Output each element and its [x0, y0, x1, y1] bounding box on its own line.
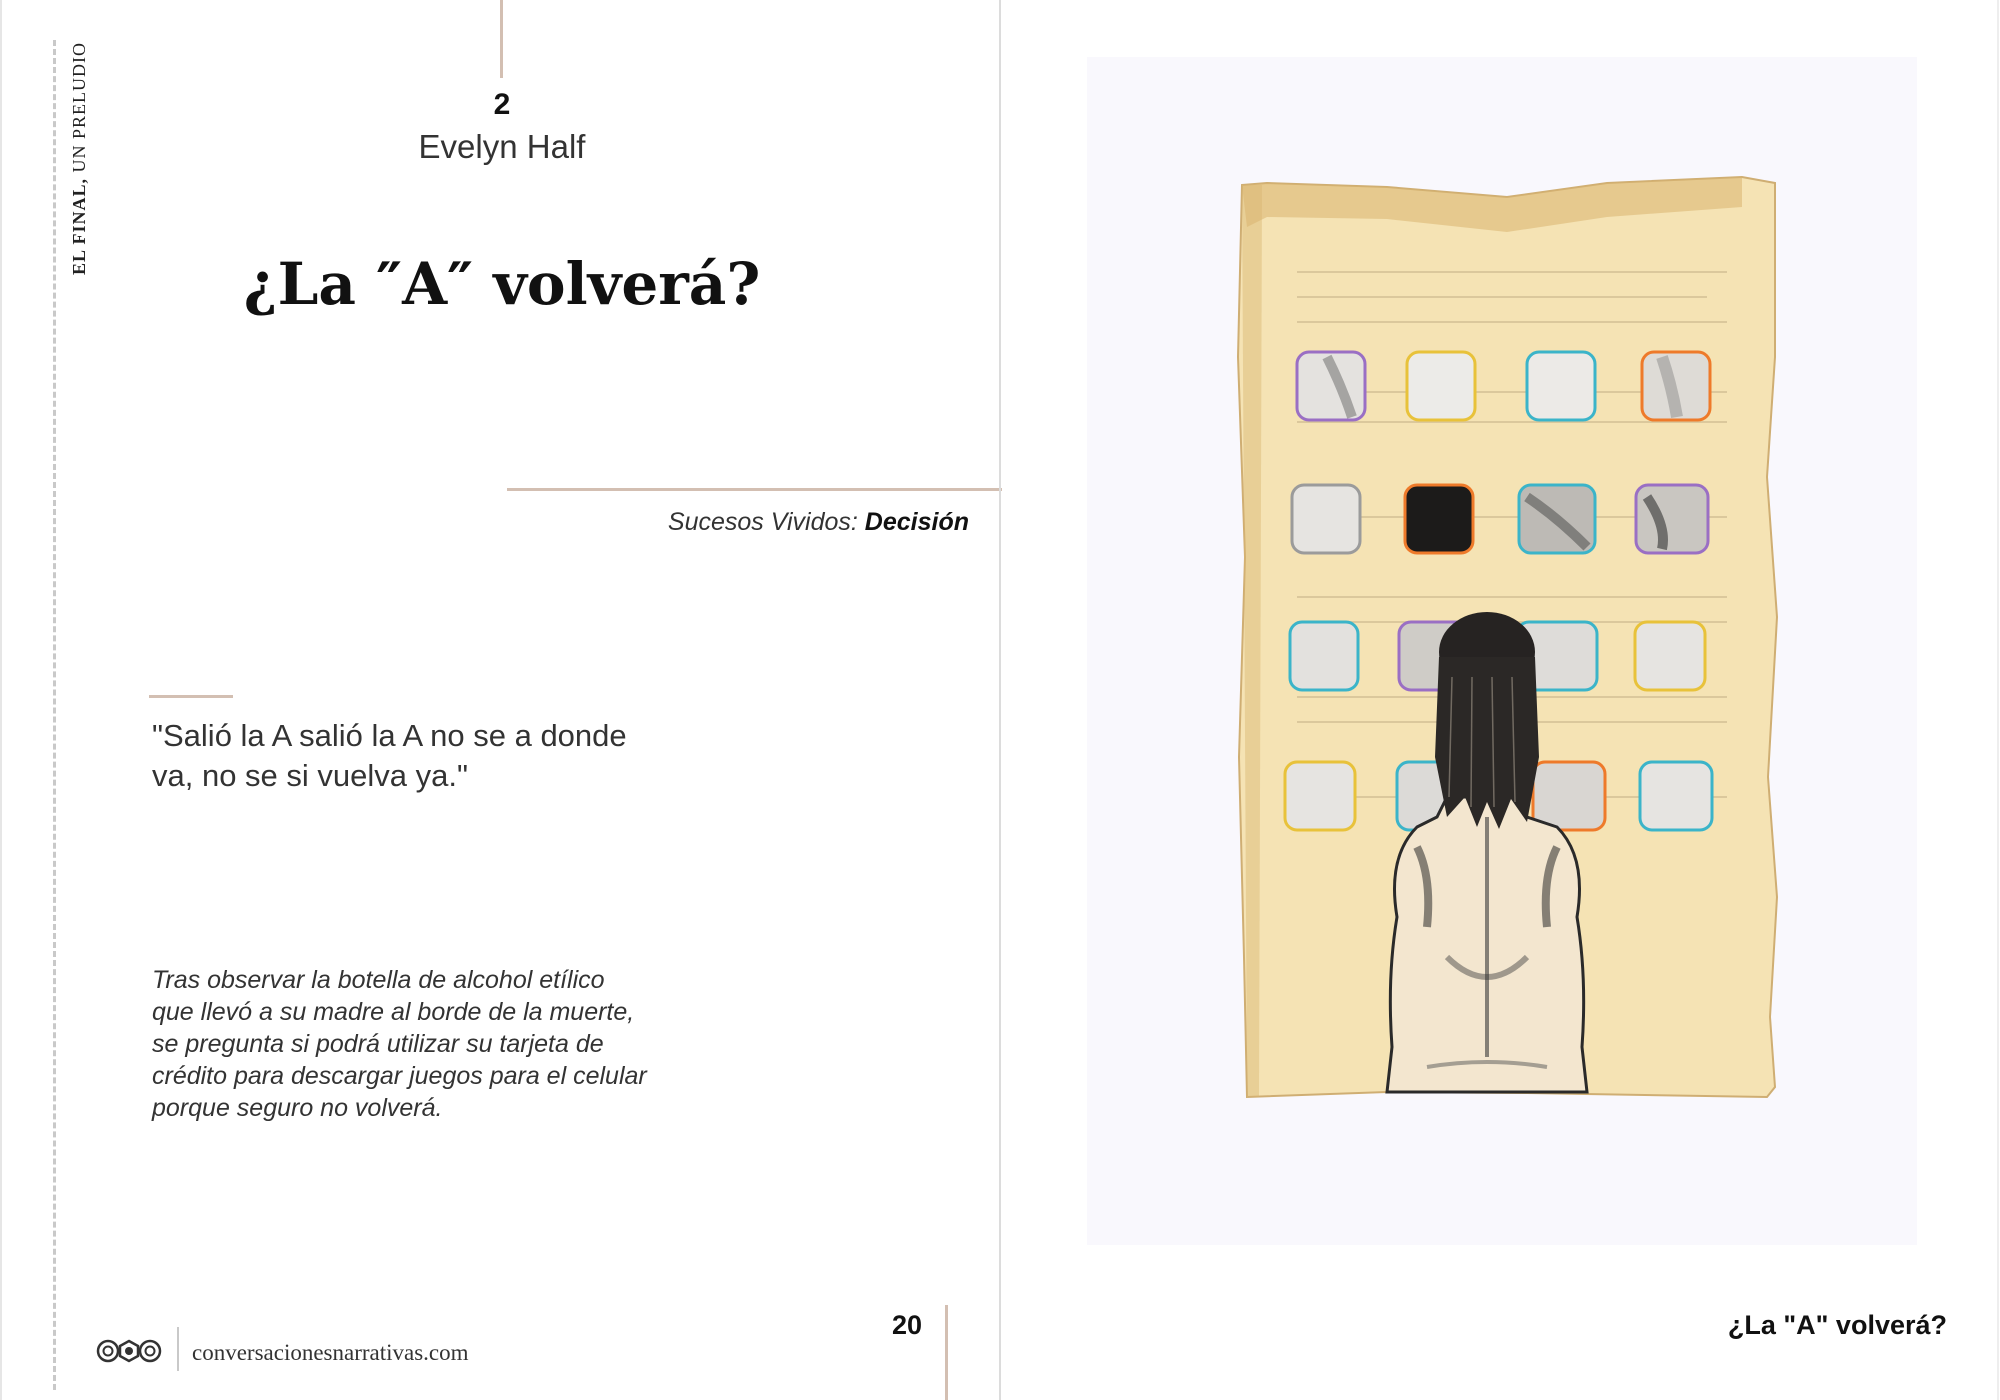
dotted-margin-line	[53, 40, 56, 1390]
running-head	[69, 42, 90, 275]
category-value: Decisión	[864, 508, 969, 536]
footer-story-title: ¿La "A" volverá?	[1727, 1310, 1947, 1340]
website-link[interactable]: conversacionesnarrativas.com	[192, 1340, 469, 1365]
synopsis-text: Tras observar la botella de alcohol etílico que llevó a su madre al borde de la muerte, se pregunta si podrá utilizar su tarjeta de crédito para descargar juegos para el celular porque seguro no volverá.	[152, 966, 647, 1122]
page-edge	[1997, 0, 1999, 1400]
quote-rule	[149, 695, 233, 698]
section-rule	[507, 488, 1002, 491]
collage-illustration-icon	[1087, 57, 1917, 1245]
category-line	[502, 508, 969, 537]
page-number: 20	[891, 1310, 922, 1340]
story-title: ¿La ″A″ volverá?	[243, 250, 761, 318]
category-label: Sucesos Vividos:	[667, 508, 858, 536]
running-head-bold: EL FINAL,	[69, 177, 89, 275]
spine-divider	[999, 0, 1001, 1400]
top-rule	[500, 0, 503, 78]
page-number-rule	[945, 1305, 948, 1400]
author-name: Evelyn Half	[418, 128, 586, 165]
epigraph-quote: "Salió la A salió la A no se a donde va, no se si vuelva ya."	[152, 718, 627, 793]
footer-divider	[177, 1327, 179, 1371]
chapter-number: 2	[493, 88, 511, 121]
creative-commons-icon	[96, 1338, 162, 1364]
running-head-regular: UN PRELUDIO	[69, 41, 89, 173]
